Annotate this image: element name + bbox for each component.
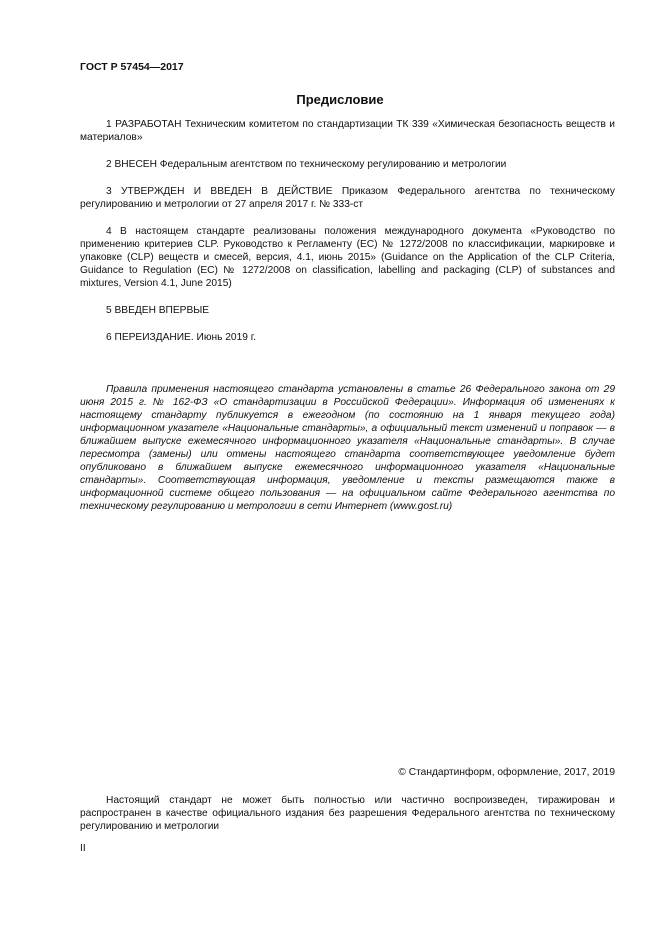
document-code: ГОСТ Р 57454—2017 [80,61,184,73]
foreword-item-6: 6 ПЕРЕИЗДАНИЕ. Июнь 2019 г. [106,332,257,343]
reprint-restriction-notice: Настоящий стандарт не может быть полностью или частично воспроизведен, тиражирован и распространен в качестве официального издания без разрешения Федерального агентства по техническому регулированию и метрологии [80,795,615,832]
foreword-item-5: 5 ВВЕДЕН ВПЕРВЫЕ [106,305,210,316]
standard-application-notice: Правила применения настоящего стандарта установлены в статье 26 Федерального закона от 29 июня 2015 г. № 162-ФЗ «О стандартизации в Российской Федерации». Информация об изменениях к настоящему стандарту публикуется в ежегодном (по состоянию на 1 января текущего года) информационном указателе «Национальные стандарты», а официальный текст изменений и поправок — в ближайшем выпуске ежемесячного информационного указателя «Национальные стандарты». В случае пересмотра (замены) или отмены настоящего стандарта соответствующее уведомление будет опубликовано в ближайшем выпуске ежемесячного информационного указателя «Национальные стандарты». Соответствующая информация, уведомление и тексты размещаются также в информационной системе общего пользования — на официальном сайте Федерального агентства по техническому регулированию и метрологии в сети Интернет (www.gost.ru) [80,384,615,512]
foreword-item-1: 1 РАЗРАБОТАН Техническим комитетом по стандартизации ТК 339 «Химическая безопасность веществ и материалов» [80,119,615,143]
foreword-item-4: 4 В настоящем стандарте реализованы положения международного документа «Руководство по применению критериев CLP. Руководство к Регламенту (ЕС) № 1272/2008 по классификации, маркировке и упаковке (CLP) веществ и смесей, версия, 4.1, июнь 2015» (Guidance on the Application of the CLP Criteria, Guidance to Regulation (EC) № 1272/2008 on classification, labelling and packaging (CLP) of substances and mixtures, Version 4.1, June 2015) [80,226,615,289]
page-number: II [80,843,86,854]
foreword-item-3: 3 УТВЕРЖДЕН И ВВЕДЕН В ДЕЙСТВИЕ Приказом Федерального агентства по техническому регулированию и метрологии от 27 апреля 2017 г. № 333-ст [80,186,615,210]
foreword-item-2: 2 ВНЕСЕН Федеральным агентством по техническому регулированию и метрологии [106,159,507,170]
copyright-line: © Стандартинформ, оформление, 2017, 2019 [398,767,615,778]
foreword-items [80,118,615,358]
page-title: Предисловие [296,92,384,107]
